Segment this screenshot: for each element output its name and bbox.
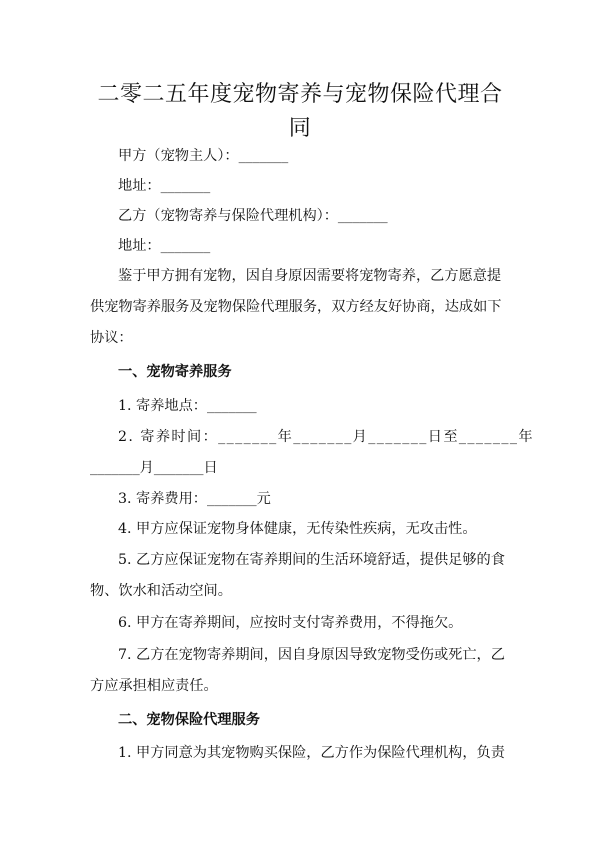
- section-1-item-1: 1. 寄养地点：_______: [118, 398, 257, 414]
- intro-line-2: 供宠物寄养服务及宠物保险代理服务，双方经友好协商，达成如下: [90, 299, 502, 315]
- section-2-heading: 二、宠物保险代理服务: [118, 712, 260, 728]
- section-1-item-2-line-1: 2. 寄养时间：_______年_______月_______日至_______年: [118, 429, 534, 445]
- section-1-item-7-line-1: 7. 乙方在宠物寄养期间，因自身原因导致宠物受伤或死亡，乙: [118, 647, 505, 663]
- section-1-item-4: 4. 甲方应保证宠物身体健康，无传染性疾病，无攻击性。: [118, 521, 477, 537]
- document-title: [90, 78, 510, 146]
- party-a-address: 地址：_______: [118, 178, 211, 194]
- title-line-2: 同: [288, 116, 312, 141]
- party-b-line: 乙方（宠物寄养与保险代理机构）：_______: [118, 208, 388, 224]
- intro-line-1: 鉴于甲方拥有宠物，因自身原因需要将宠物寄养，乙方愿意提: [118, 268, 502, 284]
- section-1-item-6: 6. 甲方在寄养期间，应按时支付寄养费用，不得拖欠。: [118, 615, 463, 631]
- intro-line-3: 协议：: [90, 330, 133, 346]
- section-1-item-7-line-2: 方应承担相应责任。: [90, 678, 218, 694]
- section-1-item-5-line-1: 5. 乙方应保证宠物在寄养期间的生活环境舒适，提供足够的食: [118, 552, 505, 568]
- section-1-heading: 一、宠物寄养服务: [118, 364, 232, 380]
- party-a-line: 甲方（宠物主人）：_______: [118, 148, 289, 164]
- title-line-1: 二零二五年度宠物寄养与宠物保险代理合: [97, 82, 503, 107]
- section-1-item-2-line-2: _______月_______日: [90, 460, 218, 476]
- section-1-item-5-line-2: 物、饮水和活动空间。: [90, 583, 232, 599]
- party-b-address: 地址：_______: [118, 238, 211, 254]
- section-1-item-3: 3. 寄养费用：_______元: [118, 491, 271, 507]
- section-2-item-1-line-1: 1. 甲方同意为其宠物购买保险，乙方作为保险代理机构，负责: [118, 745, 505, 761]
